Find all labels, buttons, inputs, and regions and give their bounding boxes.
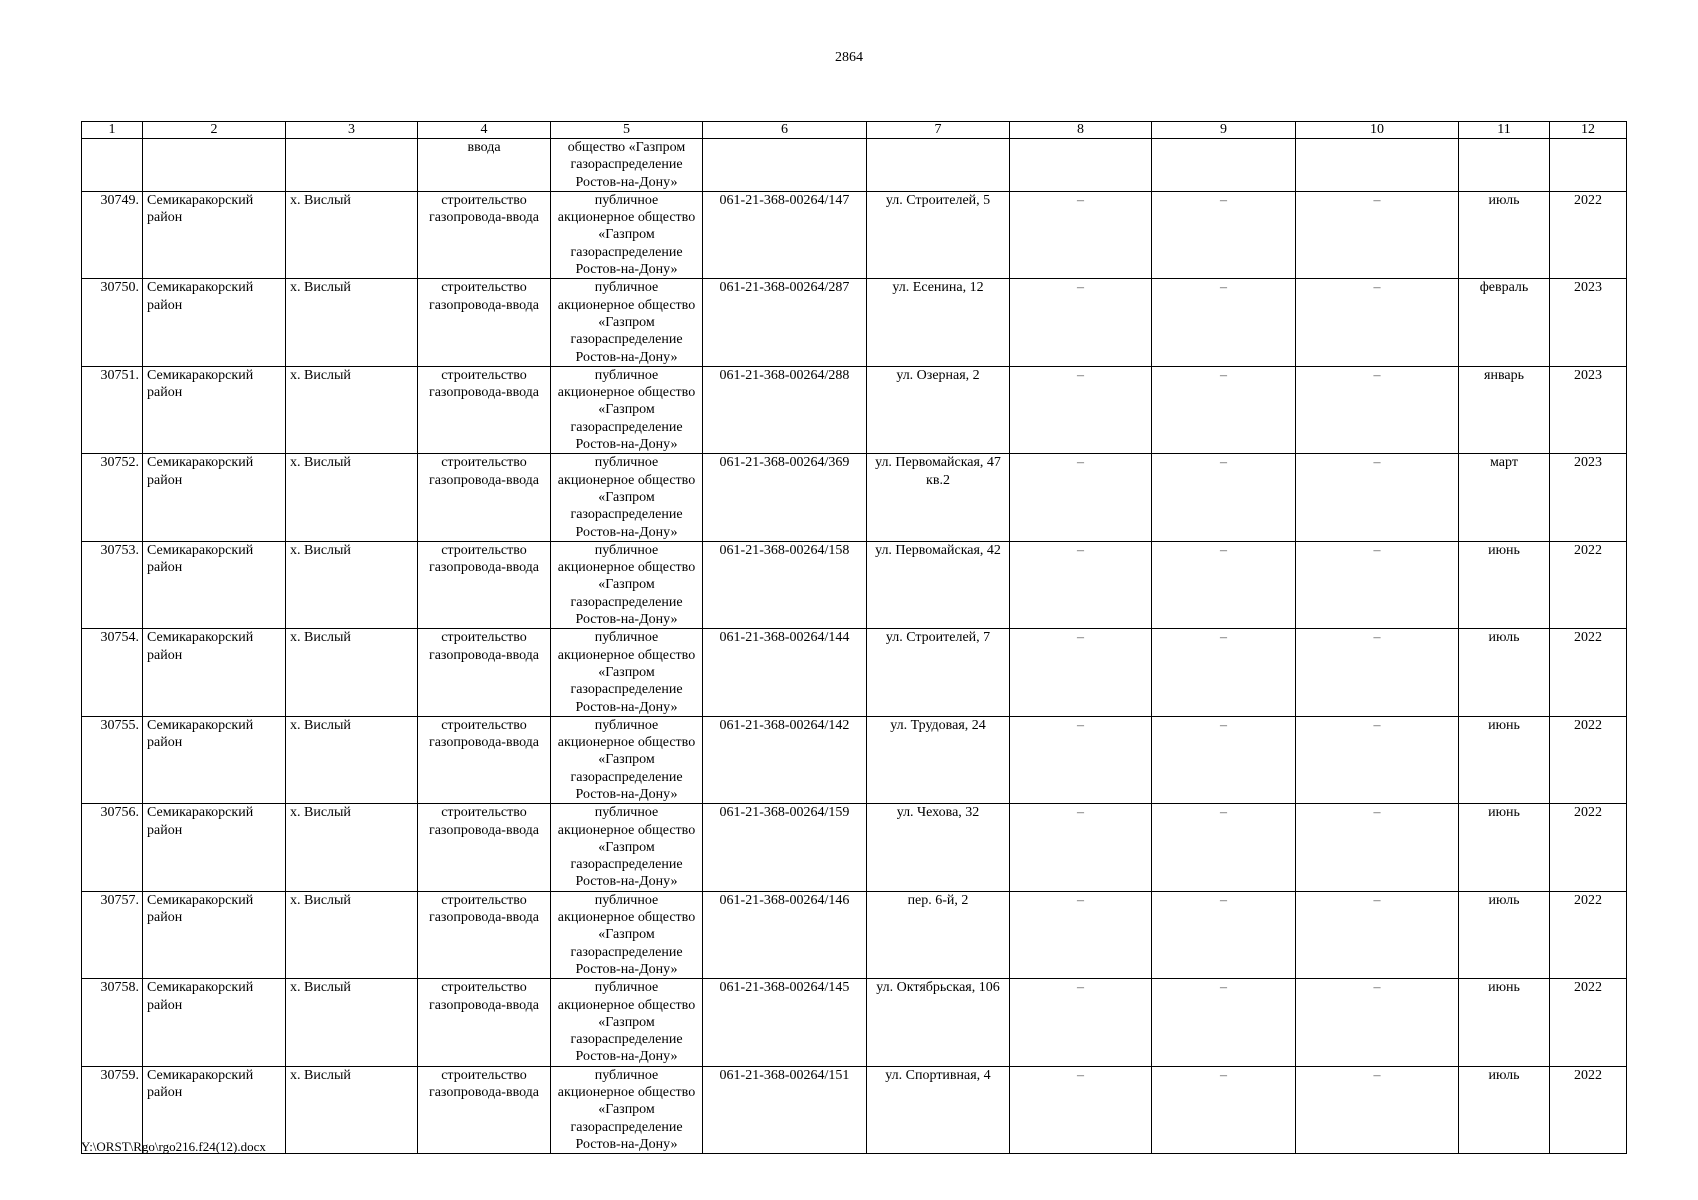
registry-code-cell: 061-21-368-00264/142 <box>703 716 867 803</box>
locality-cell: х. Вислый <box>286 891 418 978</box>
month-cell: февраль <box>1459 279 1550 366</box>
registry-code-cell: 061-21-368-00264/369 <box>703 454 867 541</box>
column-10-cell: – <box>1296 1066 1459 1153</box>
row-number-cell: 30757. <box>82 891 143 978</box>
month-cell: июль <box>1459 191 1550 278</box>
column-10-cell: – <box>1296 279 1459 366</box>
work-type-cell: строительство газопровода-ввода <box>418 541 551 628</box>
column-9-cell: – <box>1152 1066 1296 1153</box>
locality-cell: х. Вислый <box>286 454 418 541</box>
district-cell: Семикаракорский район <box>143 891 286 978</box>
column-8-cell: – <box>1010 541 1152 628</box>
year-cell: 2022 <box>1550 191 1627 278</box>
district-cell: Семикаракорский район <box>143 366 286 453</box>
locality-cell: х. Вислый <box>286 541 418 628</box>
address-cell: ул. Озерная, 2 <box>867 366 1010 453</box>
row-number-cell: 30750. <box>82 279 143 366</box>
column-10-cell: – <box>1296 629 1459 716</box>
year-cell: 2022 <box>1550 804 1627 891</box>
table-row <box>82 541 1627 628</box>
work-type-cell: строительство газопровода-ввода <box>418 716 551 803</box>
column-8-cell: – <box>1010 804 1152 891</box>
column-10-cell: – <box>1296 454 1459 541</box>
column-9-cell: – <box>1152 191 1296 278</box>
column-number: 5 <box>551 122 703 139</box>
locality-cell: х. Вислый <box>286 191 418 278</box>
registry-code-cell: 061-21-368-00264/146 <box>703 891 867 978</box>
locality-cell: х. Вислый <box>286 804 418 891</box>
month-cell: июнь <box>1459 979 1550 1066</box>
locality-cell: х. Вислый <box>286 629 418 716</box>
column-8-cell: – <box>1010 629 1152 716</box>
organization-cell: публичное акционерное общество «Газпром газораспределение Ростов-на-Дону» <box>551 454 703 541</box>
column-10-cell: – <box>1296 716 1459 803</box>
row-number-cell: 30751. <box>82 366 143 453</box>
column-9-cell: – <box>1152 891 1296 978</box>
district-cell: Семикаракорский район <box>143 804 286 891</box>
address-cell: ул. Первомайская, 42 <box>867 541 1010 628</box>
table-row <box>82 629 1627 716</box>
column-8-cell: – <box>1010 191 1152 278</box>
row-number-cell: 30758. <box>82 979 143 1066</box>
organization-cell: публичное акционерное общество «Газпром газораспределение Ростов-на-Дону» <box>551 891 703 978</box>
row-number-cell: 30756. <box>82 804 143 891</box>
organization-cell: публичное акционерное общество «Газпром газораспределение Ростов-на-Дону» <box>551 366 703 453</box>
registry-code-cell: 061-21-368-00264/158 <box>703 541 867 628</box>
column-number: 9 <box>1152 122 1296 139</box>
organization-cell: публичное акционерное общество «Газпром газораспределение Ростов-на-Дону» <box>551 279 703 366</box>
column-number: 12 <box>1550 122 1627 139</box>
work-type-cell: строительство газопровода-ввода <box>418 279 551 366</box>
column-9-cell: – <box>1152 541 1296 628</box>
column-9-cell: – <box>1152 454 1296 541</box>
registry-code-cell: 061-21-368-00264/147 <box>703 191 867 278</box>
address-cell: ул. Трудовая, 24 <box>867 716 1010 803</box>
work-type-cell: строительство газопровода-ввода <box>418 191 551 278</box>
column-9-cell: – <box>1152 366 1296 453</box>
column-8-cell: – <box>1010 979 1152 1066</box>
column-number: 3 <box>286 122 418 139</box>
column-9-cell: – <box>1152 716 1296 803</box>
registry-code-cell: 061-21-368-00264/288 <box>703 366 867 453</box>
work-type-cell: строительство газопровода-ввода <box>418 979 551 1066</box>
column-8-cell: – <box>1010 454 1152 541</box>
year-cell: 2022 <box>1550 891 1627 978</box>
column-number: 11 <box>1459 122 1550 139</box>
address-cell: пер. 6-й, 2 <box>867 891 1010 978</box>
row-number-cell: 30753. <box>82 541 143 628</box>
work-type-cell: строительство газопровода-ввода <box>418 1066 551 1153</box>
month-cell: июль <box>1459 629 1550 716</box>
district-cell: Семикаракорский район <box>143 979 286 1066</box>
column-8-cell: – <box>1010 279 1152 366</box>
row-number-cell: 30749. <box>82 191 143 278</box>
district-cell: Семикаракорский район <box>143 716 286 803</box>
year-cell: 2022 <box>1550 541 1627 628</box>
year-cell: 2022 <box>1550 1066 1627 1153</box>
continuation-row <box>82 139 1627 192</box>
column-8-cell: – <box>1010 1066 1152 1153</box>
table-row <box>82 804 1627 891</box>
column-10-cell: – <box>1296 804 1459 891</box>
column-number: 8 <box>1010 122 1152 139</box>
locality-cell: х. Вислый <box>286 1066 418 1153</box>
organization-cell: публичное акционерное общество «Газпром газораспределение Ростов-на-Дону» <box>551 191 703 278</box>
table-row <box>82 279 1627 366</box>
locality-cell: х. Вислый <box>286 366 418 453</box>
address-cell: ул. Строителей, 5 <box>867 191 1010 278</box>
month-cell: июнь <box>1459 541 1550 628</box>
locality-cell: х. Вислый <box>286 716 418 803</box>
page-number: 2864 <box>835 50 863 65</box>
organization-cell: публичное акционерное общество «Газпром газораспределение Ростов-на-Дону» <box>551 804 703 891</box>
column-8-cell: – <box>1010 366 1152 453</box>
row-number-cell: 30754. <box>82 629 143 716</box>
organization-cell: публичное акционерное общество «Газпром газораспределение Ростов-на-Дону» <box>551 979 703 1066</box>
column-9-cell: – <box>1152 629 1296 716</box>
column-number: 6 <box>703 122 867 139</box>
register-table <box>81 121 1627 1154</box>
address-cell: ул. Спортивная, 4 <box>867 1066 1010 1153</box>
column-9-cell: – <box>1152 279 1296 366</box>
year-cell: 2023 <box>1550 366 1627 453</box>
column-8-cell: – <box>1010 891 1152 978</box>
column-10-cell: – <box>1296 366 1459 453</box>
work-type-cell: строительство газопровода-ввода <box>418 454 551 541</box>
row-number-cell: 30759. <box>82 1066 143 1153</box>
year-cell: 2023 <box>1550 454 1627 541</box>
locality-cell: х. Вислый <box>286 279 418 366</box>
work-type-cell: ввода <box>418 139 551 192</box>
district-cell: Семикаракорский район <box>143 279 286 366</box>
file-path-footer: Y:\ORST\Rgo\rgo216.f24(12).docx <box>81 1139 266 1154</box>
year-cell: 2022 <box>1550 629 1627 716</box>
work-type-cell: строительство газопровода-ввода <box>418 891 551 978</box>
work-type-cell: строительство газопровода-ввода <box>418 366 551 453</box>
year-cell: 2022 <box>1550 979 1627 1066</box>
district-cell: Семикаракорский район <box>143 541 286 628</box>
registry-code-cell: 061-21-368-00264/145 <box>703 979 867 1066</box>
column-number: 4 <box>418 122 551 139</box>
district-cell: Семикаракорский район <box>143 454 286 541</box>
organization-cell: общество «Газпром газораспределение Ростов-на-Дону» <box>551 139 703 192</box>
month-cell: март <box>1459 454 1550 541</box>
column-number: 10 <box>1296 122 1459 139</box>
registry-code-cell: 061-21-368-00264/287 <box>703 279 867 366</box>
table-row <box>82 891 1627 978</box>
column-10-cell: – <box>1296 979 1459 1066</box>
column-number: 7 <box>867 122 1010 139</box>
month-cell: июнь <box>1459 804 1550 891</box>
table-row <box>82 191 1627 278</box>
work-type-cell: строительство газопровода-ввода <box>418 629 551 716</box>
address-cell: ул. Есенина, 12 <box>867 279 1010 366</box>
registry-code-cell: 061-21-368-00264/159 <box>703 804 867 891</box>
work-type-cell: строительство газопровода-ввода <box>418 804 551 891</box>
column-10-cell: – <box>1296 541 1459 628</box>
address-cell: ул. Первомайская, 47 кв.2 <box>867 454 1010 541</box>
organization-cell: публичное акционерное общество «Газпром газораспределение Ростов-на-Дону» <box>551 716 703 803</box>
year-cell: 2022 <box>1550 716 1627 803</box>
column-10-cell: – <box>1296 191 1459 278</box>
district-cell: Семикаракорский район <box>143 1066 286 1153</box>
table-row <box>82 979 1627 1066</box>
organization-cell: публичное акционерное общество «Газпром газораспределение Ростов-на-Дону» <box>551 1066 703 1153</box>
column-10-cell: – <box>1296 891 1459 978</box>
column-9-cell: – <box>1152 979 1296 1066</box>
month-cell: январь <box>1459 366 1550 453</box>
registry-code-cell: 061-21-368-00264/144 <box>703 629 867 716</box>
month-cell: июнь <box>1459 716 1550 803</box>
organization-cell: публичное акционерное общество «Газпром газораспределение Ростов-на-Дону» <box>551 629 703 716</box>
month-cell: июль <box>1459 891 1550 978</box>
column-number: 1 <box>82 122 143 139</box>
locality-cell: х. Вислый <box>286 979 418 1066</box>
organization-cell: публичное акционерное общество «Газпром газораспределение Ростов-на-Дону» <box>551 541 703 628</box>
table-row <box>82 1066 1627 1153</box>
year-cell: 2023 <box>1550 279 1627 366</box>
district-cell: Семикаракорский район <box>143 191 286 278</box>
address-cell: ул. Чехова, 32 <box>867 804 1010 891</box>
registry-code-cell: 061-21-368-00264/151 <box>703 1066 867 1153</box>
address-cell: ул. Строителей, 7 <box>867 629 1010 716</box>
row-number-cell: 30755. <box>82 716 143 803</box>
address-cell: ул. Октябрьская, 106 <box>867 979 1010 1066</box>
column-number-row <box>82 122 1627 139</box>
month-cell: июль <box>1459 1066 1550 1153</box>
table-row <box>82 366 1627 453</box>
district-cell: Семикаракорский район <box>143 629 286 716</box>
column-8-cell: – <box>1010 716 1152 803</box>
table-row <box>82 454 1627 541</box>
column-9-cell: – <box>1152 804 1296 891</box>
row-number-cell: 30752. <box>82 454 143 541</box>
table-row <box>82 716 1627 803</box>
column-number: 2 <box>143 122 286 139</box>
